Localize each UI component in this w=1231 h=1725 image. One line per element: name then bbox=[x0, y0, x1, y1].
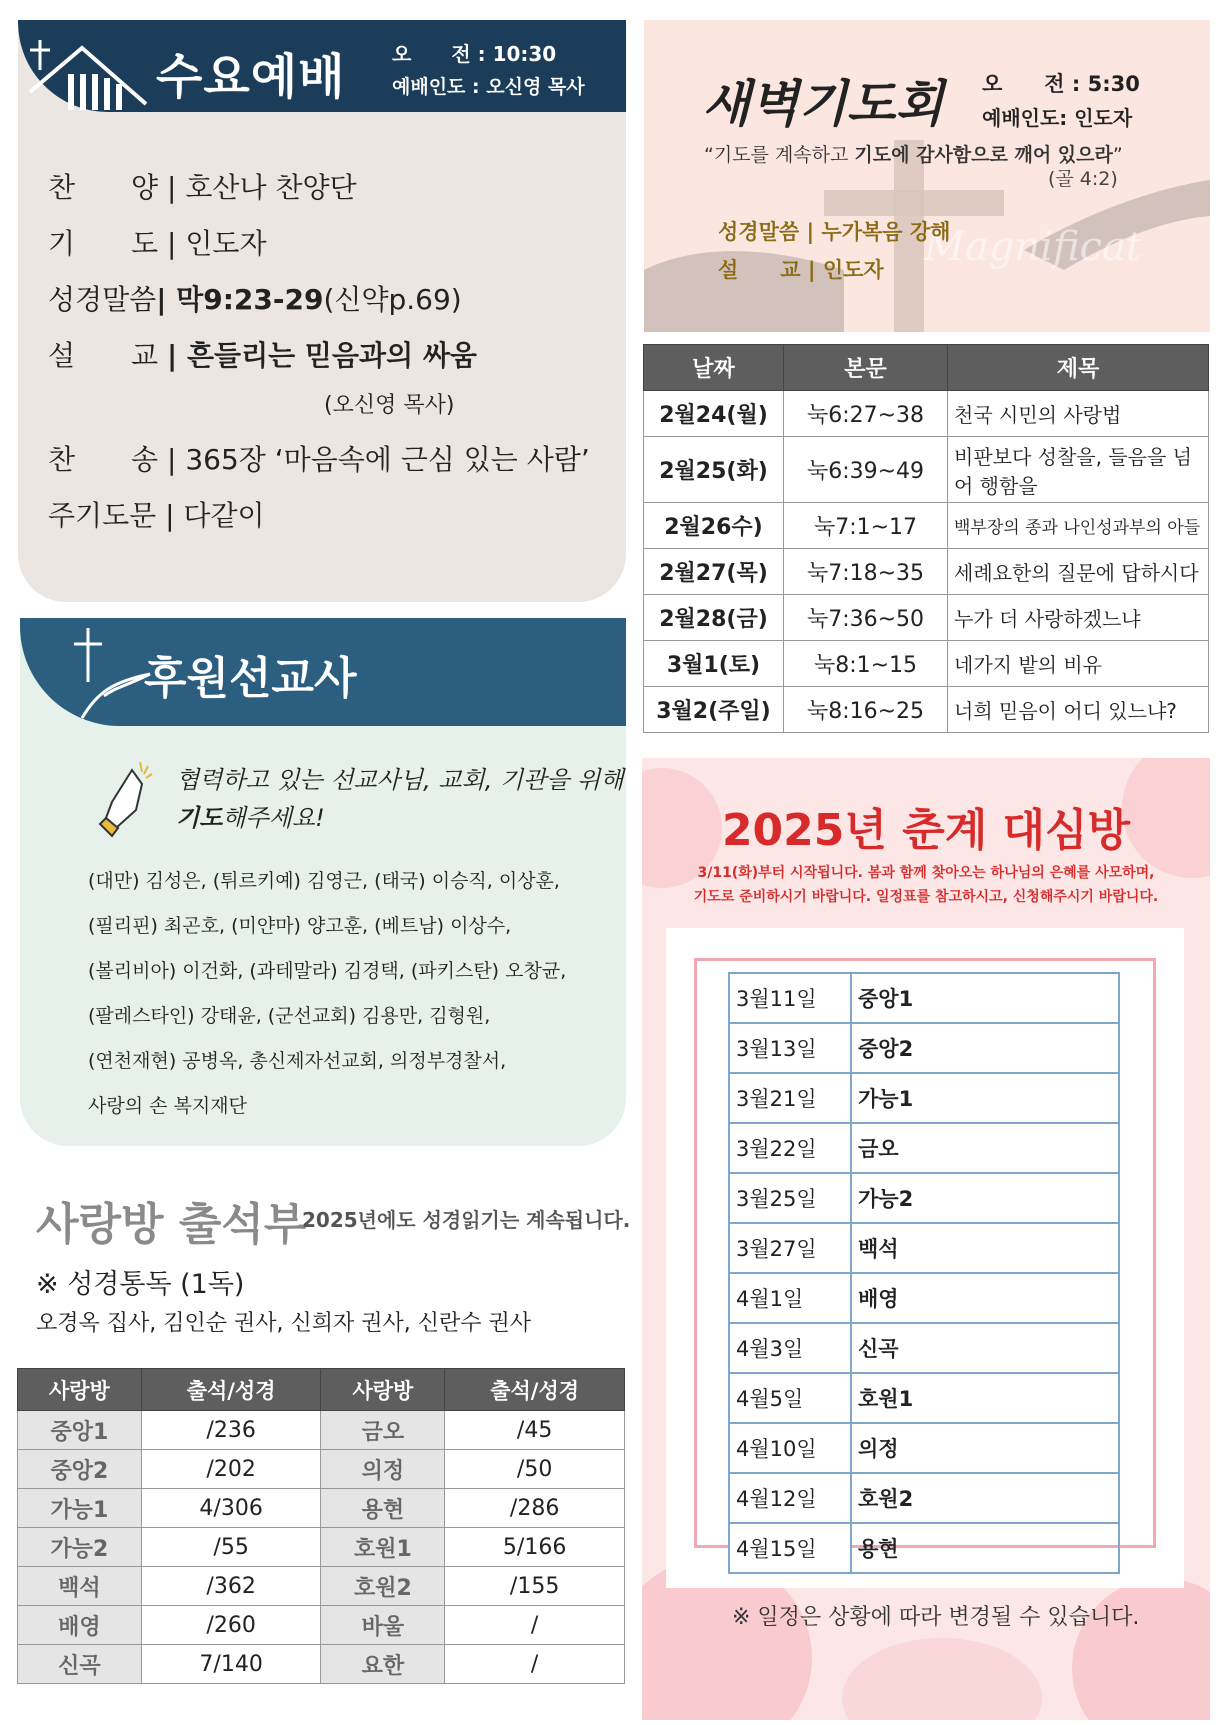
table-row bbox=[729, 1023, 1119, 1073]
visit-area: 백석 bbox=[851, 1223, 1119, 1273]
visitation-panel bbox=[642, 758, 1210, 1720]
visit-area: 중앙2 bbox=[851, 1023, 1119, 1073]
visit-date: 3월13일 bbox=[729, 1023, 851, 1073]
attendance-count: 7/140 bbox=[141, 1645, 321, 1684]
scripture-page: (신약p.69) bbox=[323, 283, 462, 316]
table-row bbox=[644, 641, 1209, 687]
visitation-title: 2025년 춘계 대심방 bbox=[721, 805, 1131, 856]
attendance-count: /50 bbox=[445, 1450, 625, 1489]
col-header: 본문 bbox=[784, 345, 948, 391]
table-row bbox=[644, 595, 1209, 641]
schedule-date: 3월2(주일) bbox=[644, 687, 784, 733]
group-name: 중앙1 bbox=[18, 1411, 142, 1450]
visitation-note: 기도로 준비하시기 바랍니다. 일정표를 참고하시고, 신청해주시기 바랍니다. bbox=[693, 889, 1159, 905]
schedule-date: 3월1(토) bbox=[644, 641, 784, 687]
visit-area: 금오 bbox=[851, 1123, 1119, 1173]
missionary-line: (필리핀) 최곤호, (미얀마) 양고훈, (베트남) 이상수, bbox=[88, 915, 512, 937]
group-name: 중앙2 bbox=[18, 1450, 142, 1489]
schedule-title: 백부장의 종과 나인성과부의 아들 bbox=[948, 503, 1209, 549]
missionary-title: 후원선교사 bbox=[144, 653, 357, 704]
intro-prayer-bold: 기도 bbox=[176, 804, 223, 832]
attendance-count: /362 bbox=[141, 1567, 321, 1606]
table-row bbox=[644, 391, 1209, 437]
bible-reading-names: 오경옥 집사, 김인순 권사, 신희자 권사, 신란수 권사 bbox=[36, 1311, 531, 1336]
table-row bbox=[729, 1073, 1119, 1123]
attendance-count: /260 bbox=[141, 1606, 321, 1645]
table-row bbox=[729, 1523, 1119, 1573]
table-row bbox=[729, 1123, 1119, 1173]
cross-dove-icon bbox=[42, 622, 152, 722]
schedule-passage: 눅8:1~15 bbox=[784, 641, 948, 687]
schedule-date: 2월24(월) bbox=[644, 391, 784, 437]
table-row bbox=[18, 1645, 625, 1684]
visit-area: 용현 bbox=[851, 1523, 1119, 1573]
table-row bbox=[729, 1323, 1119, 1373]
dawn-time: 오 전 : 5:30 bbox=[982, 72, 1140, 96]
visit-date: 4월1일 bbox=[729, 1273, 851, 1323]
missionary-header bbox=[20, 618, 626, 726]
schedule-title: 누가 더 사랑하겠느냐 bbox=[948, 595, 1209, 641]
magnificat-overlay: Magnificat bbox=[924, 224, 1142, 270]
attendance-header-row bbox=[18, 1369, 625, 1411]
attendance-table bbox=[17, 1368, 625, 1684]
col-header: 날짜 bbox=[644, 345, 784, 391]
attendance-count: 4/306 bbox=[141, 1489, 321, 1528]
table-row bbox=[729, 973, 1119, 1023]
attendance-subtitle: 2025년에도 성경읽기는 계속됩니다. bbox=[302, 1208, 631, 1232]
schedule-header-row bbox=[644, 345, 1209, 391]
wednesday-title: 수요예배 bbox=[156, 49, 346, 105]
scripture-ref: | 막9:23-29 bbox=[156, 283, 324, 316]
sermon-line bbox=[48, 334, 477, 374]
visitation-footnote: ※ 일정은 상황에 따라 변경될 수 있습니다. bbox=[732, 1605, 1140, 1630]
group-name: 가능1 bbox=[18, 1489, 142, 1528]
table-row bbox=[644, 687, 1209, 733]
col-header: 출석/성경 bbox=[141, 1369, 321, 1411]
quote-post: ” bbox=[1112, 144, 1123, 166]
table-row bbox=[729, 1373, 1119, 1423]
dawn-leader: 예배인도: 인도자 bbox=[982, 106, 1133, 130]
scripture-label: 성경말씀 bbox=[48, 283, 157, 316]
praise-value: | 호산나 찬양단 bbox=[167, 171, 357, 204]
wednesday-time: 오 전 : 10:30 bbox=[392, 42, 557, 66]
schedule-title: 천국 시민의 사랑법 bbox=[948, 391, 1209, 437]
group-name: 백석 bbox=[18, 1567, 142, 1606]
table-row bbox=[729, 1173, 1119, 1223]
schedule-title: 네가지 밭의 비유 bbox=[948, 641, 1209, 687]
schedule-title: 너희 믿음이 어디 있느냐? bbox=[948, 687, 1209, 733]
dawn-scripture: 성경말씀 | 누가복음 강해 bbox=[718, 220, 951, 244]
table-row bbox=[18, 1489, 625, 1528]
attendance-count: 5/166 bbox=[445, 1528, 625, 1567]
wednesday-leader: 예배인도 : 오신영 목사 bbox=[392, 76, 585, 98]
table-row bbox=[729, 1473, 1119, 1523]
visit-date: 3월21일 bbox=[729, 1073, 851, 1123]
schedule-passage: 눅7:18~35 bbox=[784, 549, 948, 595]
dawn-prayer-panel bbox=[644, 20, 1210, 332]
visitation-table bbox=[728, 972, 1120, 1574]
reading-schedule-table bbox=[643, 344, 1209, 733]
prayer-line bbox=[48, 222, 267, 262]
table-row bbox=[729, 1273, 1119, 1323]
wednesday-header bbox=[18, 20, 626, 112]
missionary-line: (연천재현) 공병옥, 총신제자선교회, 의정부경찰서, bbox=[88, 1050, 507, 1072]
intro-prayer-rest: 해주세요! bbox=[222, 804, 325, 832]
sermon-value: | 흔들리는 믿음과의 싸움 bbox=[167, 339, 477, 372]
group-name: 호원1 bbox=[321, 1528, 445, 1567]
group-name: 요한 bbox=[321, 1645, 445, 1684]
table-row bbox=[729, 1223, 1119, 1273]
attendance-count: /155 bbox=[445, 1567, 625, 1606]
attendance-count: /55 bbox=[141, 1528, 321, 1567]
visit-date: 4월10일 bbox=[729, 1423, 851, 1473]
schedule-date: 2월28(금) bbox=[644, 595, 784, 641]
group-name: 신곡 bbox=[18, 1645, 142, 1684]
prayer-label: 기 도 bbox=[48, 227, 159, 260]
quote-bold: 기도에 감사함으로 깨어 있으라 bbox=[854, 144, 1113, 166]
scripture-line bbox=[48, 278, 462, 318]
schedule-title: 세례요한의 질문에 답하시다 bbox=[948, 549, 1209, 595]
attendance-title: 사랑방 출석부 bbox=[36, 1199, 307, 1250]
hymn-label: 찬 송 bbox=[48, 443, 159, 476]
missionary-intro: 협력하고 있는 선교사님, 교회, 기관을 위해 bbox=[176, 766, 624, 794]
schedule-passage: 눅7:1~17 bbox=[784, 503, 948, 549]
attendance-count: / bbox=[445, 1606, 625, 1645]
visit-date: 3월22일 bbox=[729, 1123, 851, 1173]
schedule-date: 2월25(화) bbox=[644, 437, 784, 503]
schedule-date: 2월26수) bbox=[644, 503, 784, 549]
col-header: 제목 bbox=[948, 345, 1209, 391]
group-name: 배영 bbox=[18, 1606, 142, 1645]
sermon-speaker: (오신영 목사) bbox=[324, 393, 455, 418]
group-name: 용현 bbox=[321, 1489, 445, 1528]
schedule-passage: 눅8:16~25 bbox=[784, 687, 948, 733]
attendance-count: /202 bbox=[141, 1450, 321, 1489]
visit-date: 4월5일 bbox=[729, 1373, 851, 1423]
wednesday-service-panel bbox=[18, 20, 626, 602]
missionary-line: (팔레스타인) 강태윤, (군선교회) 김용만, 김형원, bbox=[88, 1005, 491, 1027]
col-header: 출석/성경 bbox=[445, 1369, 625, 1411]
praise-label: 찬 양 bbox=[48, 171, 159, 204]
bible-reading-heading: ※ 성경통독 (1독) bbox=[36, 1269, 245, 1300]
col-header: 사랑방 bbox=[321, 1369, 445, 1411]
visit-date: 4월3일 bbox=[729, 1323, 851, 1373]
lords-prayer-line: 주기도문 | 다같이 bbox=[48, 499, 265, 532]
hymn-value: | 365장 ‘마음속에 근심 있는 사람’ bbox=[167, 443, 590, 476]
visit-area: 호원1 bbox=[851, 1373, 1119, 1423]
visit-date: 3월25일 bbox=[729, 1173, 851, 1223]
group-name: 바울 bbox=[321, 1606, 445, 1645]
attendance-count: /286 bbox=[445, 1489, 625, 1528]
group-name: 가능2 bbox=[18, 1528, 142, 1567]
table-row bbox=[18, 1606, 625, 1645]
dawn-sermon: 설 교 | 인도자 bbox=[718, 258, 884, 282]
quote-pre: “기도를 계속하고 bbox=[704, 144, 855, 166]
church-icon bbox=[18, 30, 148, 120]
group-name: 의정 bbox=[321, 1450, 445, 1489]
col-header: 사랑방 bbox=[18, 1369, 142, 1411]
table-row bbox=[18, 1411, 625, 1450]
table-row bbox=[644, 549, 1209, 595]
praise-line bbox=[48, 166, 357, 206]
visit-area: 가능2 bbox=[851, 1173, 1119, 1223]
visit-area: 호원2 bbox=[851, 1473, 1119, 1523]
group-name: 금오 bbox=[321, 1411, 445, 1450]
table-row bbox=[644, 437, 1209, 503]
prayer-value: | 인도자 bbox=[167, 227, 267, 260]
visit-area: 가능1 bbox=[851, 1073, 1119, 1123]
schedule-title: 비판보다 성찰을, 들음을 넘어 행함을 bbox=[948, 437, 1209, 503]
visit-area: 배영 bbox=[851, 1273, 1119, 1323]
attendance-count: /236 bbox=[141, 1411, 321, 1450]
visit-area: 의정 bbox=[851, 1423, 1119, 1473]
table-row bbox=[18, 1450, 625, 1489]
missionary-line: (볼리비아) 이건화, (과테말라) 김경택, (파키스탄) 오창균, bbox=[88, 960, 567, 982]
visit-date: 3월27일 bbox=[729, 1223, 851, 1273]
group-name: 호원2 bbox=[321, 1567, 445, 1606]
missionary-line: (대만) 김성은, (튀르키예) 김영근, (태국) 이승직, 이상훈, bbox=[88, 870, 560, 892]
missionary-intro-prayer bbox=[176, 798, 325, 833]
dawn-quote-ref: (골 4:2) bbox=[1048, 168, 1118, 190]
table-row bbox=[18, 1528, 625, 1567]
missionary-panel bbox=[20, 618, 626, 1146]
visit-date: 4월15일 bbox=[729, 1523, 851, 1573]
table-row bbox=[18, 1567, 625, 1606]
schedule-date: 2월27(목) bbox=[644, 549, 784, 595]
praying-hands-icon bbox=[92, 758, 164, 838]
visitation-note: 3/11(화)부터 시작됩니다. 봄과 함께 찾아오는 하나님의 은혜를 사모하며, bbox=[697, 865, 1155, 881]
hymn-line bbox=[48, 438, 590, 478]
attendance-count: /45 bbox=[445, 1411, 625, 1450]
table-row bbox=[644, 503, 1209, 549]
visit-date: 4월12일 bbox=[729, 1473, 851, 1523]
table-row bbox=[729, 1423, 1119, 1473]
blossom-decoration bbox=[842, 1638, 1042, 1720]
schedule-passage: 눅6:27~38 bbox=[784, 391, 948, 437]
schedule-passage: 눅7:36~50 bbox=[784, 595, 948, 641]
missionary-line: 사랑의 손 복지재단 bbox=[88, 1095, 247, 1117]
visit-date: 3월11일 bbox=[729, 973, 851, 1023]
dawn-quote bbox=[704, 140, 1123, 167]
visit-area: 중앙1 bbox=[851, 973, 1119, 1023]
sermon-label: 설 교 bbox=[48, 339, 159, 372]
dawn-title: 새벽기도회 bbox=[702, 75, 944, 133]
attendance-count: / bbox=[445, 1645, 625, 1684]
schedule-passage: 눅6:39~49 bbox=[784, 437, 948, 503]
visit-area: 신곡 bbox=[851, 1323, 1119, 1373]
